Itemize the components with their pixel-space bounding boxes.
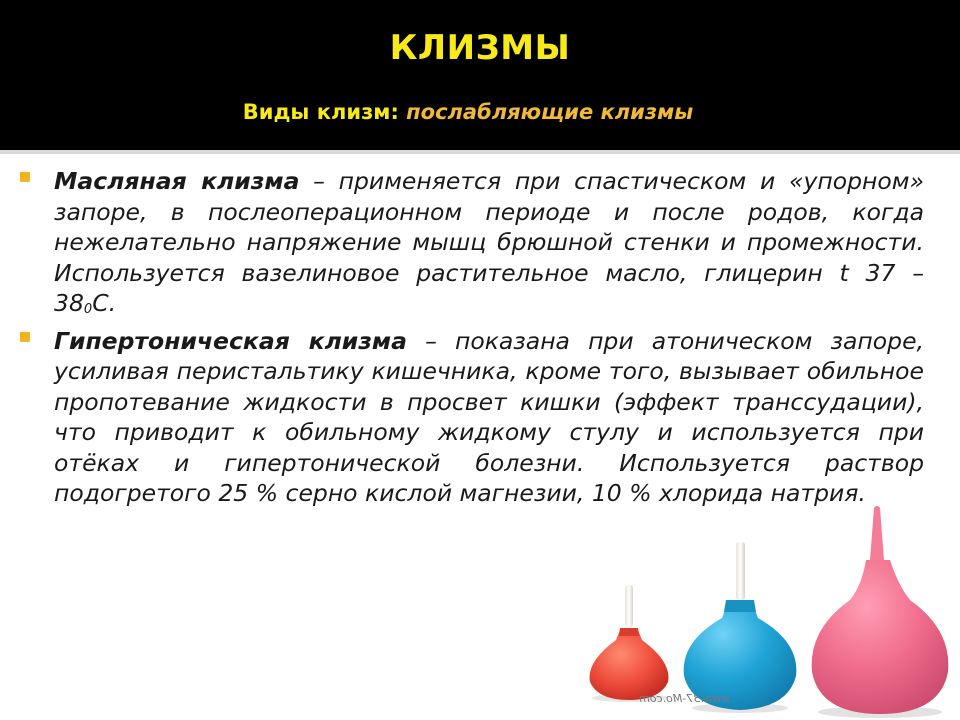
slide-title: КЛИЗМЫ (389, 28, 571, 68)
bullet-term: Масляная клизма (54, 167, 300, 195)
header-divider (0, 150, 960, 154)
bullet-text-end: С. (92, 289, 117, 317)
pink-bulb (812, 506, 949, 714)
bullet-text: – применяется при спастическом и «упорном» запоре, в послеоперационном периоде и после родов, когда нежелательно напряжение мышц брюшной стенки и промежности. Используется вазелиновое растительное масло, глицерин t 37 – 38 (54, 167, 924, 317)
bullet-term: Гипертоническая клизма (54, 326, 407, 355)
bullet-marker-icon: ▪ (18, 163, 32, 187)
watermark-text: www.37-Mo.com (639, 692, 730, 705)
title-bar (0, 0, 960, 150)
subtitle-tail: послабляющие клизмы (406, 100, 694, 124)
bullet-hypertonic-enema (18, 322, 924, 509)
bullet-text: – показана при атоническом запоре, усиливая перистальтику кишечника, кроме того, вызывает обильное пропотевание жидкости в просвет кишки (эффект транссудации), что приводит к обильному жидкому стулу и используется при отёках и гипертонической болезни. Используется раствор подогретого 25 % серно кислой магнезии, 10 % хлорида натрия. (54, 326, 924, 507)
bullet-oil-enema (18, 163, 924, 326)
bullet-list (18, 163, 924, 509)
degree-mark: 0 (83, 302, 93, 317)
blue-bulb (684, 542, 797, 710)
small-red-bulb (590, 585, 669, 700)
subtitle-lead: Виды клизм: (242, 100, 407, 124)
enema-bulbs-photo (560, 500, 960, 720)
bullet-marker-icon: ▪ (18, 322, 32, 347)
slide-subtitle (0, 100, 936, 124)
